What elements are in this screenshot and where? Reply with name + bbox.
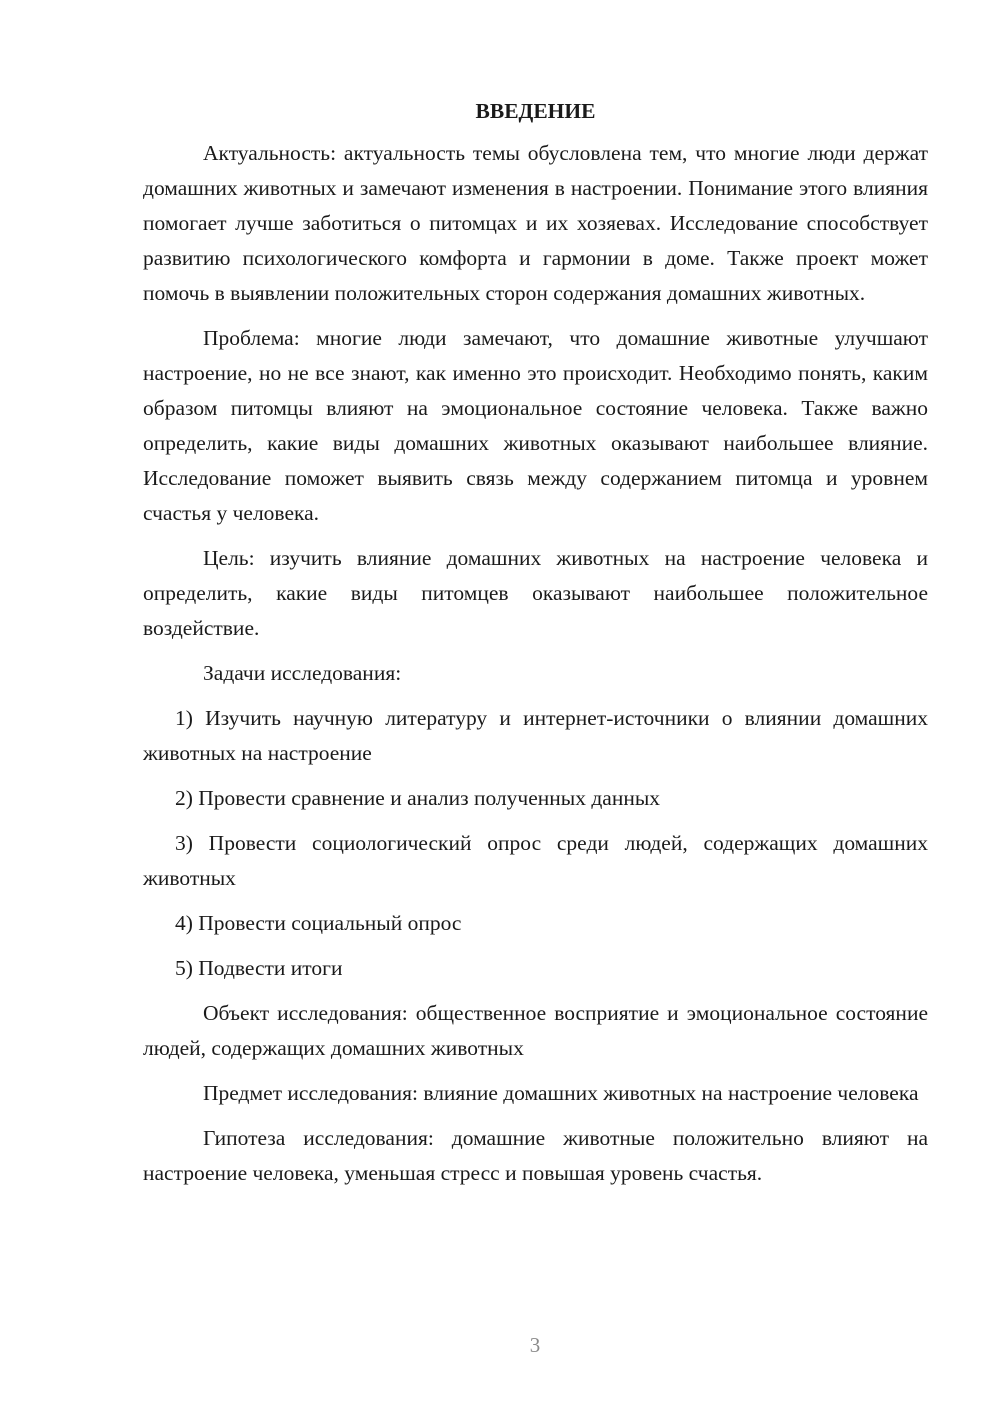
hypothesis-paragraph: Гипотеза исследования: домашние животные положительно влияют на настроение человека, уменьшая стресс и повышая уровень счастья.: [143, 1126, 928, 1185]
tasks-heading: Задачи исследования:: [203, 661, 402, 685]
page-number: 3: [529, 1333, 541, 1357]
relevance-paragraph: Актуальность: актуальность темы обусловлена тем, что многие люди держат домашних животных и замечают изменения в настроении. Понимание этого влияния помогает лучше заботиться о питомцах и их хозяевах. Исследование способствует развитию психологического комфорта и гармонии в доме. Также проект может помочь в выявлении положительных сторон содержания домашних животных.: [143, 141, 928, 305]
task-item-4: 4) Провести социальный опрос: [175, 911, 462, 935]
task-item-1: 1) Изучить научную литературу и интернет-источники о влиянии домашних животных на настроение: [143, 706, 928, 765]
task-item-5: 5) Подвести итоги: [175, 956, 343, 980]
page-content: [143, 96, 928, 1201]
task-item-3: 3) Провести социологический опрос среди людей, содержащих домашних животных: [143, 831, 928, 890]
page-title: ВВЕДЕНИЕ: [475, 99, 596, 123]
task-item-2: 2) Провести сравнение и анализ полученных данных: [175, 786, 661, 810]
subject-paragraph: Предмет исследования: влияние домашних животных на настроение человека: [203, 1081, 919, 1105]
object-paragraph: Объект исследования: общественное восприятие и эмоциональное состояние людей, содержащих домашних животных: [143, 1001, 928, 1060]
problem-paragraph: Проблема: многие люди замечают, что домашние животные улучшают настроение, но не все знают, как именно это происходит. Необходимо понять, каким образом питомцы влияют на эмоциональное состояние человека. Также важно определить, какие виды домашних животных оказывают наибольшее влияние. Исследование поможет выявить связь между содержанием питомца и уровнем счастья у человека.: [143, 326, 928, 525]
goal-paragraph: Цель: изучить влияние домашних животных на настроение человека и определить, какие виды питомцев оказывают наибольшее положительное воздействие.: [143, 546, 928, 640]
